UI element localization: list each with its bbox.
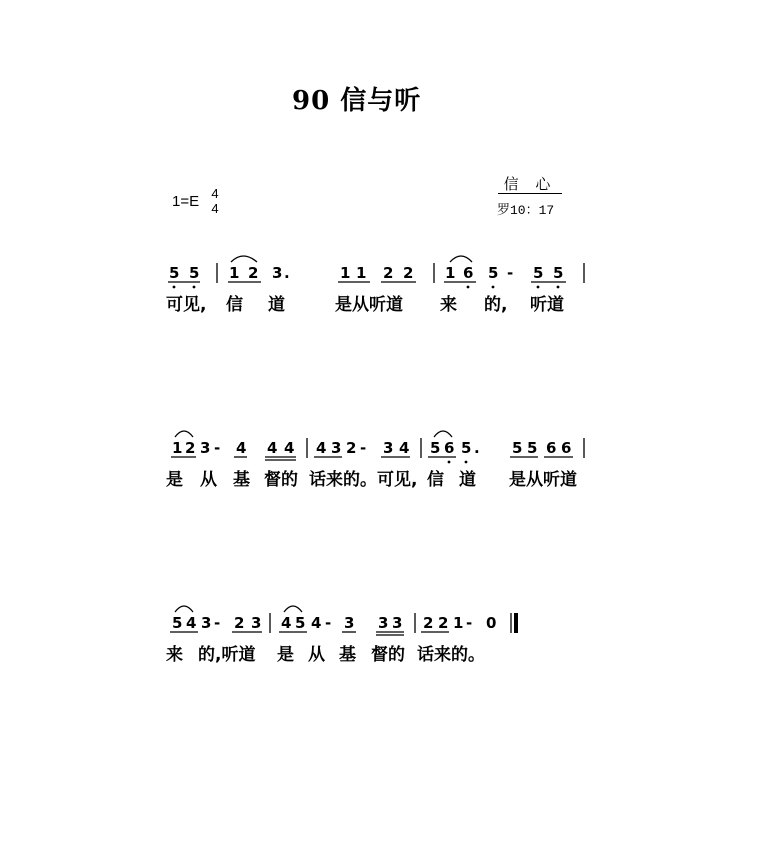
lyric: 是从听道 (335, 295, 403, 315)
octave-dot (465, 461, 468, 464)
dash: - (360, 439, 367, 457)
note: 2 (438, 614, 449, 632)
tie (231, 256, 257, 262)
note: 2 (383, 264, 394, 282)
lyric: 信 (226, 295, 243, 315)
note: 4 (236, 439, 247, 457)
note: 2 (234, 614, 245, 632)
tie (284, 606, 302, 612)
lyric: 来 (440, 295, 457, 315)
lyric: 可见, (166, 295, 207, 315)
note: 4 (399, 439, 410, 457)
lyric: 听道 (530, 295, 564, 315)
lyric: 道 (268, 295, 285, 315)
author-name: 信 心 (498, 176, 563, 194)
lyric: 基 (233, 470, 250, 490)
note: 1 (340, 264, 351, 282)
key-signature: 1=E (172, 193, 200, 210)
note: 4 (316, 439, 327, 457)
lyric: 督的 (264, 470, 298, 490)
lyric: 是 (277, 645, 294, 665)
time-signature-top: 4 (211, 186, 219, 201)
note: 4 (186, 614, 197, 632)
note: 1 (172, 439, 183, 457)
note: 5 (295, 614, 306, 632)
song-title: 90 信与听 (292, 86, 422, 116)
lyric: 话来的。可见, (309, 470, 418, 490)
octave-dot (193, 286, 196, 289)
note: 1 (453, 614, 464, 632)
note: 5 (169, 264, 180, 282)
dash: - (466, 614, 473, 632)
octave-dot (173, 286, 176, 289)
lyric: 话来的。 (417, 645, 485, 665)
note: 6 (444, 439, 455, 457)
score-line-1 (169, 264, 563, 282)
tie (434, 431, 452, 437)
tie (175, 431, 193, 437)
note: 0 (486, 614, 497, 632)
note: 2 (346, 439, 357, 457)
line-1-low-dots (173, 286, 560, 289)
note-dot: . (284, 264, 290, 282)
lyric: 来 (166, 645, 183, 665)
score-line-3 (172, 614, 496, 632)
note: 5 (461, 439, 472, 457)
lyric: 的, (484, 295, 508, 315)
note: 1 (356, 264, 367, 282)
note: 1 (445, 264, 456, 282)
note: 5 (553, 264, 564, 282)
note: 1 (229, 264, 240, 282)
note: 4 (281, 614, 292, 632)
note: 2 (185, 439, 196, 457)
score-line-2 (172, 439, 571, 457)
octave-dot (492, 286, 495, 289)
lyric: 督的 (371, 645, 405, 665)
note: 3 (344, 614, 355, 632)
note: 6 (561, 439, 572, 457)
octave-dot (537, 286, 540, 289)
lyric: 是从听道 (509, 470, 577, 490)
note: 6 (546, 439, 557, 457)
lyric: 从 (308, 645, 325, 665)
dash: - (325, 614, 332, 632)
tie (450, 256, 472, 262)
note: 4 (267, 439, 278, 457)
tie (175, 606, 193, 612)
note: 2 (423, 614, 434, 632)
note: 5 (533, 264, 544, 282)
note-dot: . (474, 439, 480, 457)
final-barline-thick (514, 613, 518, 633)
note: 2 (403, 264, 414, 282)
octave-dot (467, 286, 470, 289)
lyric: 的,听道 (198, 645, 256, 665)
note: 3 (272, 264, 283, 282)
dash: - (214, 439, 221, 457)
note: 4 (284, 439, 295, 457)
note: 3 (383, 439, 394, 457)
note: 5 (527, 439, 538, 457)
note: 3 (201, 614, 212, 632)
note: 2 (248, 264, 259, 282)
lyric: 基 (339, 645, 356, 665)
note: 3 (200, 439, 211, 457)
dash: - (507, 264, 514, 282)
octave-dot (557, 286, 560, 289)
lyric: 信 (427, 470, 444, 490)
scripture-reference: 罗10：17 (497, 203, 555, 218)
note: 6 (463, 264, 474, 282)
dash: - (214, 614, 221, 632)
note: 3 (378, 614, 389, 632)
note: 3 (331, 439, 342, 457)
note: 4 (311, 614, 322, 632)
lyric: 道 (459, 470, 476, 490)
note: 5 (488, 264, 499, 282)
note: 5 (512, 439, 523, 457)
note: 5 (430, 439, 441, 457)
line-2-low-dots (448, 461, 468, 464)
time-signature-bottom: 4 (211, 201, 219, 216)
note: 3 (251, 614, 262, 632)
lyric: 是 (166, 470, 183, 490)
note: 3 (392, 614, 403, 632)
octave-dot (448, 461, 451, 464)
note: 5 (189, 264, 200, 282)
lyric: 从 (200, 470, 217, 490)
note: 5 (172, 614, 183, 632)
